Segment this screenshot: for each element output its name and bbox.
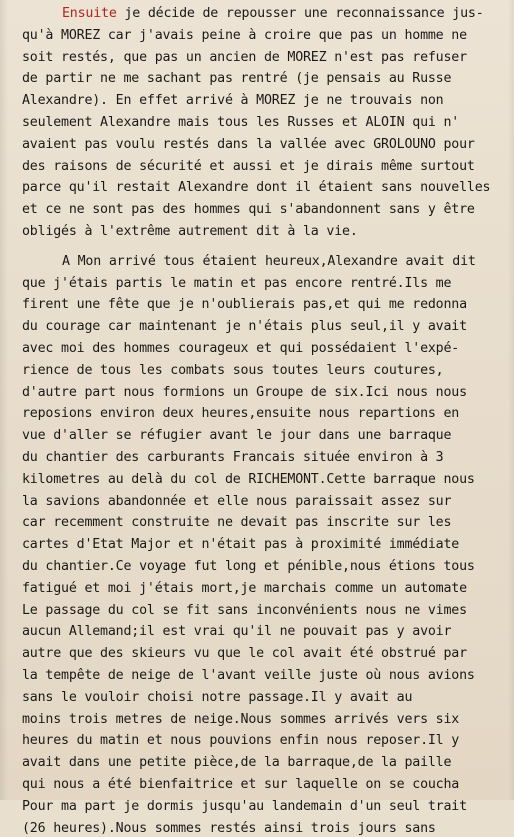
p1-line-5: Alexandre). En effet arrivé à MOREZ je ne trouvais non bbox=[22, 93, 444, 109]
p2-line-25: qui nous a été bienfaitrice et sur laquelle on se coucha bbox=[22, 777, 460, 792]
p2-line-23: heures du matin et nous pouvions enfin nous reposer.Il y bbox=[22, 733, 460, 749]
p2-line-15: du chantier.Ce voyage fut long et pénible,nous étions tous bbox=[22, 559, 475, 574]
p1-line-10: et ce ne sont pas des hommes qui s'abandonnent sans y être bbox=[22, 202, 475, 218]
p2-line-27: (26 heures).Nous sommes restés ainsi trois jours sans bbox=[22, 820, 436, 836]
p1-opening-word: Ensuite bbox=[62, 6, 117, 21]
p2-line-6: rience de tous les combats sous toutes leurs coutures, bbox=[22, 362, 444, 378]
p2-line-4: du courage car maintenant je n'étais plus seul,il y avait bbox=[22, 319, 467, 335]
p2-line-1 bbox=[62, 254, 476, 270]
p2-line-9: vue d'aller se réfugier avant le jour dans une barraque bbox=[22, 428, 452, 444]
page-edge-shadow-right bbox=[508, 0, 514, 800]
p1-line-7: avaient pas voulu restés dans la vallée avec GROLOUNO pour bbox=[22, 136, 475, 152]
p2-line-5: avec moi des hommes courageux et qui possédaient l'expé- bbox=[22, 341, 460, 356]
p2-line-19: autre que des skieurs vu que le col avait été obstrué par bbox=[22, 646, 467, 662]
p2-opening: A Mon bbox=[62, 253, 102, 269]
p2-line-16: fatigué et moi j'étais mort,je marchais comme un automate bbox=[22, 580, 467, 596]
p2-line-12: la savions abandonnée et elle nous paraissait assez sur bbox=[22, 493, 452, 509]
p2-line-18: aucun Allemand;il est vrai qu'il ne pouvait pas y avoir bbox=[22, 624, 452, 640]
p2-line-21: sans le vouloir choisi notre passage.Il y avait au bbox=[22, 689, 413, 705]
p2-line-24: avait dans une petite pièce,de la barraque,de la paille bbox=[22, 755, 452, 771]
p1-line-4: de partir ne me sachant pas rentré (je pensais au Russe bbox=[22, 71, 452, 87]
p2-line-10: du chantier des carburants Francais située environ à 3 bbox=[22, 450, 444, 465]
p1-line-3: soit restés, que pas un ancien de MOREZ n'est pas refuser bbox=[22, 49, 467, 65]
p2-line-2: que j'étais partis le matin et pas encore rentré.Ils me bbox=[22, 275, 452, 291]
p2-line-13: car recemment construite ne devait pas inscrite sur les bbox=[22, 515, 452, 531]
p2-line-11: kilometres au delà du col de RICHEMONT.Cette barraque nous bbox=[22, 471, 475, 487]
p1-line-11: obligés à l'extrême autrement dit à la vie. bbox=[22, 224, 358, 239]
p2-line-1-text: arrivé tous étaient heureux,Alexandre avait dit bbox=[101, 253, 476, 269]
p1-line-6: seulement Alexandre mais tous les Russes et ALOIN qui n' bbox=[22, 115, 460, 130]
p2-line-14: cartes d'Etat Major et n'était pas à proximité immédiate bbox=[22, 537, 460, 553]
p1-line-8: des raisons de sécurité et aussi et je dirais même surtout bbox=[22, 158, 475, 174]
p2-line-17: Le passage du col se fit sans inconvénients nous ne vimes bbox=[22, 602, 467, 618]
p1-line-1-text: je décide de repousser une reconnaissance jus- bbox=[116, 6, 484, 21]
page-edge-shadow-left bbox=[0, 0, 8, 800]
p2-line-3: firent une fête que je n'oublierais pas,et qui me redonna bbox=[22, 297, 467, 313]
p1-line-2: qu'à MOREZ car j'avais peine à croire que pas un homme ne bbox=[22, 27, 467, 43]
p2-line-26: Pour ma part je dormis jusqu'au landemain d'un seul trait bbox=[22, 798, 467, 814]
p2-line-22: moins trois metres de neige.Nous sommes arrivés vers six bbox=[22, 711, 460, 727]
p2-line-8: reposions environ deux heures,ensuite nous repartions en bbox=[22, 406, 460, 422]
p2-line-7: d'autre part nous formions un Groupe de six.Ici nous nous bbox=[22, 384, 467, 400]
p1-line-1 bbox=[62, 6, 484, 22]
p1-line-9: parce qu'il restait Alexandre dont il étaient sans nouvelles bbox=[22, 180, 491, 196]
p2-line-20: la tempête de neige de l'avant veille juste où nous avions bbox=[22, 668, 475, 683]
